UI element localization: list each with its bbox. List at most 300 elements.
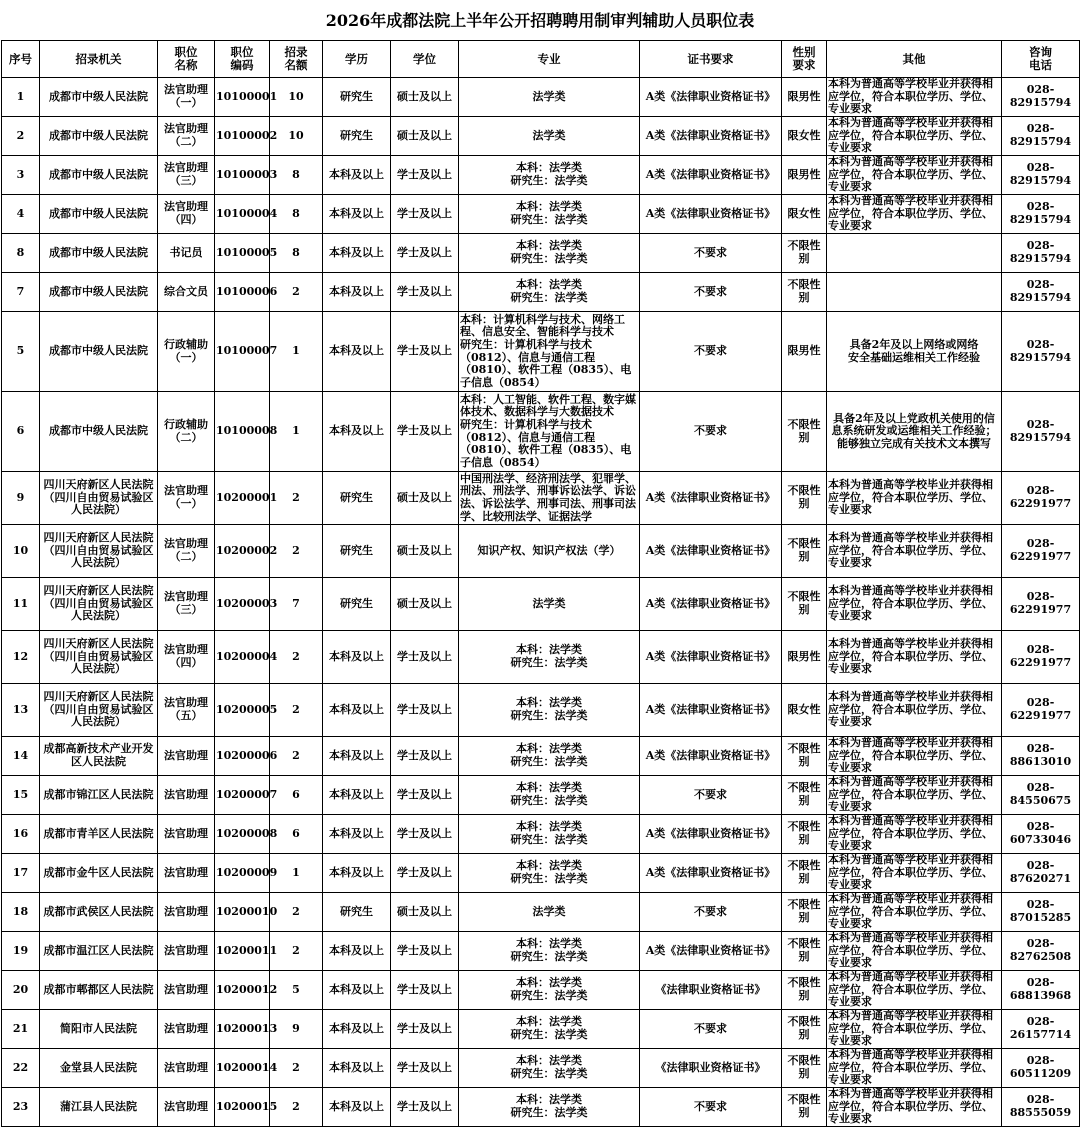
cell-phone: 028-82915794 xyxy=(1002,117,1080,156)
cell-count: 1 xyxy=(270,854,323,893)
cell-education: 本科及以上 xyxy=(323,312,391,392)
cell-phone: 028-82915794 xyxy=(1002,392,1080,472)
cell-code: 10100007 xyxy=(215,312,270,392)
cell-major: 本科：法学类 研究生：法学类 xyxy=(459,932,640,971)
cell-certificate: A类《法律职业资格证书》 xyxy=(640,737,782,776)
cell-other: 本科为普通高等学校毕业并获得相应学位，符合本职位学历、学位、专业要求 xyxy=(827,737,1002,776)
cell-count: 7 xyxy=(270,578,323,631)
header-other: 其他 xyxy=(827,41,1002,78)
cell-no: 15 xyxy=(2,776,40,815)
cell-count: 1 xyxy=(270,392,323,472)
cell-gender: 不限性别 xyxy=(782,392,827,472)
header-no: 序号 xyxy=(2,41,40,78)
cell-gender: 不限性别 xyxy=(782,525,827,578)
cell-other: 本科为普通高等学校毕业并获得相应学位，符合本职位学历、学位、专业要求 xyxy=(827,156,1002,195)
cell-position: 行政辅助 （一） xyxy=(158,312,215,392)
cell-position: 法官助理 xyxy=(158,1010,215,1049)
table-row xyxy=(2,1049,1080,1088)
table-row xyxy=(2,578,1080,631)
cell-code: 10200004 xyxy=(215,631,270,684)
cell-code: 10200007 xyxy=(215,776,270,815)
cell-count: 9 xyxy=(270,1010,323,1049)
cell-degree: 学士及以上 xyxy=(391,932,459,971)
cell-education: 本科及以上 xyxy=(323,273,391,312)
cell-count: 2 xyxy=(270,1088,323,1127)
cell-org: 四川天府新区人民法院 （四川自由贸易试验区 人民法院） xyxy=(40,472,158,525)
cell-position: 法官助理 xyxy=(158,971,215,1010)
cell-code: 10200011 xyxy=(215,932,270,971)
cell-no: 20 xyxy=(2,971,40,1010)
cell-education: 本科及以上 xyxy=(323,854,391,893)
cell-position: 法官助理 xyxy=(158,1049,215,1088)
cell-no: 1 xyxy=(2,78,40,117)
cell-phone: 028-82915794 xyxy=(1002,195,1080,234)
cell-count: 8 xyxy=(270,156,323,195)
cell-certificate: 不要求 xyxy=(640,234,782,273)
cell-gender: 限男性 xyxy=(782,312,827,392)
cell-phone: 028-62291977 xyxy=(1002,684,1080,737)
header-major: 专业 xyxy=(459,41,640,78)
cell-position: 法官助理 （二） xyxy=(158,525,215,578)
cell-phone: 028-82762508 xyxy=(1002,932,1080,971)
cell-org: 成都市中级人民法院 xyxy=(40,312,158,392)
cell-code: 10100004 xyxy=(215,195,270,234)
cell-degree: 硕士及以上 xyxy=(391,578,459,631)
cell-phone: 028-82915794 xyxy=(1002,273,1080,312)
cell-education: 本科及以上 xyxy=(323,776,391,815)
cell-phone: 028-62291977 xyxy=(1002,525,1080,578)
cell-code: 10100002 xyxy=(215,117,270,156)
cell-other: 本科为普通高等学校毕业并获得相应学位，符合本职位学历、学位、专业要求 xyxy=(827,1010,1002,1049)
cell-count: 2 xyxy=(270,472,323,525)
header-gender: 性别 要求 xyxy=(782,41,827,78)
cell-position: 法官助理 xyxy=(158,932,215,971)
table-row xyxy=(2,273,1080,312)
cell-major: 本科：法学类 研究生：法学类 xyxy=(459,1049,640,1088)
cell-position: 行政辅助 （二） xyxy=(158,392,215,472)
cell-position: 法官助理 xyxy=(158,737,215,776)
cell-other: 本科为普通高等学校毕业并获得相应学位，符合本职位学历、学位、专业要求 xyxy=(827,1049,1002,1088)
cell-education: 研究生 xyxy=(323,472,391,525)
cell-major: 本科：法学类 研究生：法学类 xyxy=(459,1010,640,1049)
table-row xyxy=(2,684,1080,737)
cell-org: 四川天府新区人民法院 （四川自由贸易试验区 人民法院） xyxy=(40,525,158,578)
cell-position: 法官助理 xyxy=(158,854,215,893)
cell-certificate: A类《法律职业资格证书》 xyxy=(640,117,782,156)
cell-count: 1 xyxy=(270,312,323,392)
cell-other: 具备2年及以上党政机关使用的信息系统研发或运维相关工作经验；能够独立完成有关技术文本撰写 xyxy=(827,392,1002,472)
cell-certificate: A类《法律职业资格证书》 xyxy=(640,932,782,971)
cell-org: 成都市中级人民法院 xyxy=(40,273,158,312)
cell-position: 法官助理 xyxy=(158,1088,215,1127)
cell-education: 本科及以上 xyxy=(323,234,391,273)
cell-code: 10100008 xyxy=(215,392,270,472)
cell-no: 17 xyxy=(2,854,40,893)
cell-degree: 学士及以上 xyxy=(391,971,459,1010)
table-row xyxy=(2,1088,1080,1127)
cell-code: 10200015 xyxy=(215,1088,270,1127)
cell-code: 10200005 xyxy=(215,684,270,737)
cell-other: 本科为普通高等学校毕业并获得相应学位，符合本职位学历、学位、专业要求 xyxy=(827,971,1002,1010)
cell-org: 成都市中级人民法院 xyxy=(40,392,158,472)
cell-certificate: 不要求 xyxy=(640,893,782,932)
cell-org: 成都市金牛区人民法院 xyxy=(40,854,158,893)
cell-position: 法官助理 xyxy=(158,776,215,815)
cell-count: 6 xyxy=(270,815,323,854)
cell-no: 4 xyxy=(2,195,40,234)
cell-count: 2 xyxy=(270,525,323,578)
cell-gender: 不限性别 xyxy=(782,234,827,273)
table-row xyxy=(2,1010,1080,1049)
cell-org: 简阳市人民法院 xyxy=(40,1010,158,1049)
table-row xyxy=(2,893,1080,932)
cell-phone: 028-60511209 xyxy=(1002,1049,1080,1088)
cell-phone: 028-62291977 xyxy=(1002,631,1080,684)
cell-phone: 028-26157714 xyxy=(1002,1010,1080,1049)
cell-education: 研究生 xyxy=(323,893,391,932)
cell-other: 本科为普通高等学校毕业并获得相应学位，符合本职位学历、学位、专业要求 xyxy=(827,472,1002,525)
cell-other: 本科为普通高等学校毕业并获得相应学位，符合本职位学历、学位、专业要求 xyxy=(827,854,1002,893)
cell-org: 成都市中级人民法院 xyxy=(40,195,158,234)
cell-certificate: A类《法律职业资格证书》 xyxy=(640,578,782,631)
cell-no: 12 xyxy=(2,631,40,684)
cell-major: 法学类 xyxy=(459,78,640,117)
cell-education: 本科及以上 xyxy=(323,1049,391,1088)
cell-phone: 028-88613010 xyxy=(1002,737,1080,776)
cell-other: 本科为普通高等学校毕业并获得相应学位，符合本职位学历、学位、专业要求 xyxy=(827,776,1002,815)
cell-major: 本科：法学类 研究生：法学类 xyxy=(459,737,640,776)
table-row xyxy=(2,312,1080,392)
table-row xyxy=(2,631,1080,684)
cell-degree: 学士及以上 xyxy=(391,684,459,737)
cell-certificate: A类《法律职业资格证书》 xyxy=(640,156,782,195)
cell-major: 本科：法学类 研究生：法学类 xyxy=(459,684,640,737)
cell-education: 本科及以上 xyxy=(323,156,391,195)
cell-count: 8 xyxy=(270,234,323,273)
cell-certificate: A类《法律职业资格证书》 xyxy=(640,78,782,117)
cell-degree: 学士及以上 xyxy=(391,156,459,195)
header-position: 职位 名称 xyxy=(158,41,215,78)
cell-count: 2 xyxy=(270,737,323,776)
cell-certificate: 不要求 xyxy=(640,1088,782,1127)
cell-no: 3 xyxy=(2,156,40,195)
table-header-row xyxy=(2,41,1080,78)
cell-gender: 限男性 xyxy=(782,156,827,195)
cell-other: 本科为普通高等学校毕业并获得相应学位，符合本职位学历、学位、专业要求 xyxy=(827,525,1002,578)
cell-count: 5 xyxy=(270,971,323,1010)
cell-degree: 学士及以上 xyxy=(391,234,459,273)
cell-org: 成都市郫都区人民法院 xyxy=(40,971,158,1010)
cell-phone: 028-62291977 xyxy=(1002,578,1080,631)
cell-degree: 学士及以上 xyxy=(391,815,459,854)
cell-other: 本科为普通高等学校毕业并获得相应学位，符合本职位学历、学位、专业要求 xyxy=(827,78,1002,117)
cell-degree: 学士及以上 xyxy=(391,776,459,815)
cell-other xyxy=(827,234,1002,273)
cell-degree: 学士及以上 xyxy=(391,195,459,234)
cell-certificate: 不要求 xyxy=(640,1010,782,1049)
cell-org: 成都高新技术产业开发 区人民法院 xyxy=(40,737,158,776)
cell-major: 法学类 xyxy=(459,117,640,156)
cell-phone: 028-82915794 xyxy=(1002,78,1080,117)
cell-gender: 限女性 xyxy=(782,684,827,737)
cell-position: 法官助理 （二） xyxy=(158,117,215,156)
cell-org: 成都市锦江区人民法院 xyxy=(40,776,158,815)
table-body xyxy=(2,78,1080,1127)
cell-no: 16 xyxy=(2,815,40,854)
cell-major: 中国刑法学、经济刑法学、犯罪学、刑法、刑法学、刑事诉讼法学、诉讼法、诉讼法学、刑事司法、刑事司法学、比较刑法学、证据法学 xyxy=(459,472,640,525)
cell-position: 综合文员 xyxy=(158,273,215,312)
cell-education: 本科及以上 xyxy=(323,737,391,776)
cell-major: 本科：法学类 研究生：法学类 xyxy=(459,1088,640,1127)
table-row xyxy=(2,392,1080,472)
cell-major: 法学类 xyxy=(459,578,640,631)
cell-gender: 不限性别 xyxy=(782,1088,827,1127)
cell-other: 本科为普通高等学校毕业并获得相应学位，符合本职位学历、学位、专业要求 xyxy=(827,578,1002,631)
cell-gender: 不限性别 xyxy=(782,893,827,932)
cell-code: 10100006 xyxy=(215,273,270,312)
cell-no: 23 xyxy=(2,1088,40,1127)
cell-degree: 学士及以上 xyxy=(391,631,459,684)
cell-degree: 硕士及以上 xyxy=(391,525,459,578)
cell-certificate: 不要求 xyxy=(640,392,782,472)
cell-org: 四川天府新区人民法院 （四川自由贸易试验区 人民法院） xyxy=(40,631,158,684)
table-row xyxy=(2,156,1080,195)
cell-no: 10 xyxy=(2,525,40,578)
cell-major: 本科：法学类 研究生：法学类 xyxy=(459,815,640,854)
cell-code: 10200001 xyxy=(215,472,270,525)
cell-no: 14 xyxy=(2,737,40,776)
cell-position: 法官助理 （三） xyxy=(158,578,215,631)
cell-degree: 学士及以上 xyxy=(391,1010,459,1049)
cell-gender: 不限性别 xyxy=(782,737,827,776)
cell-position: 法官助理 （三） xyxy=(158,156,215,195)
header-org: 招录机关 xyxy=(40,41,158,78)
cell-degree: 学士及以上 xyxy=(391,392,459,472)
cell-gender: 不限性别 xyxy=(782,971,827,1010)
cell-certificate: A类《法律职业资格证书》 xyxy=(640,472,782,525)
cell-count: 8 xyxy=(270,195,323,234)
cell-org: 蒲江县人民法院 xyxy=(40,1088,158,1127)
cell-phone: 028-82915794 xyxy=(1002,234,1080,273)
cell-org: 四川天府新区人民法院 （四川自由贸易试验区 人民法院） xyxy=(40,578,158,631)
positions-table xyxy=(1,40,1080,1127)
cell-gender: 不限性别 xyxy=(782,1010,827,1049)
cell-code: 10200013 xyxy=(215,1010,270,1049)
table-row xyxy=(2,776,1080,815)
cell-education: 研究生 xyxy=(323,578,391,631)
cell-certificate: A类《法律职业资格证书》 xyxy=(640,854,782,893)
cell-education: 本科及以上 xyxy=(323,932,391,971)
cell-phone: 028-82915794 xyxy=(1002,156,1080,195)
cell-count: 10 xyxy=(270,78,323,117)
cell-count: 2 xyxy=(270,932,323,971)
cell-major: 本科：法学类 研究生：法学类 xyxy=(459,156,640,195)
table-row xyxy=(2,932,1080,971)
cell-gender: 限女性 xyxy=(782,117,827,156)
cell-position: 法官助理 xyxy=(158,893,215,932)
cell-education: 本科及以上 xyxy=(323,815,391,854)
cell-org: 成都市中级人民法院 xyxy=(40,78,158,117)
table-row xyxy=(2,971,1080,1010)
cell-position: 法官助理 （五） xyxy=(158,684,215,737)
cell-no: 22 xyxy=(2,1049,40,1088)
cell-no: 8 xyxy=(2,234,40,273)
cell-code: 10200008 xyxy=(215,815,270,854)
cell-certificate: A类《法律职业资格证书》 xyxy=(640,815,782,854)
table-row xyxy=(2,234,1080,273)
cell-other: 本科为普通高等学校毕业并获得相应学位，符合本职位学历、学位、专业要求 xyxy=(827,815,1002,854)
cell-no: 11 xyxy=(2,578,40,631)
cell-position: 法官助理 xyxy=(158,815,215,854)
cell-code: 10200003 xyxy=(215,578,270,631)
cell-no: 5 xyxy=(2,312,40,392)
cell-degree: 学士及以上 xyxy=(391,854,459,893)
cell-code: 10100001 xyxy=(215,78,270,117)
cell-major: 本科：计算机科学与技术、网络工程、信息安全、智能科学与技术 研究生：计算机科学与技术（0812）、信息与通信工程（0810）、软件工程（0835）、电子信息（0854） xyxy=(459,312,640,392)
cell-major: 本科：法学类 研究生：法学类 xyxy=(459,631,640,684)
table-row xyxy=(2,854,1080,893)
table-row xyxy=(2,472,1080,525)
cell-education: 本科及以上 xyxy=(323,684,391,737)
cell-code: 10100005 xyxy=(215,234,270,273)
cell-position: 书记员 xyxy=(158,234,215,273)
cell-certificate: 《法律职业资格证书》 xyxy=(640,971,782,1010)
cell-position: 法官助理 （一） xyxy=(158,78,215,117)
cell-phone: 028-84550675 xyxy=(1002,776,1080,815)
cell-certificate: 不要求 xyxy=(640,776,782,815)
cell-no: 7 xyxy=(2,273,40,312)
cell-major: 本科：法学类 研究生：法学类 xyxy=(459,273,640,312)
cell-education: 研究生 xyxy=(323,525,391,578)
cell-education: 本科及以上 xyxy=(323,195,391,234)
cell-education: 研究生 xyxy=(323,78,391,117)
header-education: 学历 xyxy=(323,41,391,78)
cell-position: 法官助理 （四） xyxy=(158,195,215,234)
cell-count: 2 xyxy=(270,684,323,737)
cell-gender: 不限性别 xyxy=(782,472,827,525)
page-title: 2026年成都法院上半年公开招聘聘用制审判辅助人员职位表 xyxy=(325,11,755,30)
cell-count: 2 xyxy=(270,1049,323,1088)
table-row xyxy=(2,117,1080,156)
cell-code: 10200006 xyxy=(215,737,270,776)
cell-position: 法官助理 （四） xyxy=(158,631,215,684)
cell-no: 2 xyxy=(2,117,40,156)
cell-code: 10200014 xyxy=(215,1049,270,1088)
cell-gender: 不限性别 xyxy=(782,815,827,854)
cell-no: 6 xyxy=(2,392,40,472)
cell-count: 2 xyxy=(270,631,323,684)
table-row xyxy=(2,525,1080,578)
cell-certificate: A类《法律职业资格证书》 xyxy=(640,631,782,684)
cell-phone: 028-60733046 xyxy=(1002,815,1080,854)
cell-org: 成都市武侯区人民法院 xyxy=(40,893,158,932)
cell-degree: 硕士及以上 xyxy=(391,78,459,117)
table-row xyxy=(2,737,1080,776)
cell-other: 本科为普通高等学校毕业并获得相应学位，符合本职位学历、学位、专业要求 xyxy=(827,117,1002,156)
cell-certificate: 不要求 xyxy=(640,312,782,392)
table-row xyxy=(2,195,1080,234)
cell-gender: 不限性别 xyxy=(782,1049,827,1088)
cell-code: 10200012 xyxy=(215,971,270,1010)
cell-code: 10200002 xyxy=(215,525,270,578)
cell-gender: 限男性 xyxy=(782,78,827,117)
header-certificate: 证书要求 xyxy=(640,41,782,78)
cell-degree: 学士及以上 xyxy=(391,273,459,312)
cell-degree: 学士及以上 xyxy=(391,737,459,776)
cell-other: 本科为普通高等学校毕业并获得相应学位，符合本职位学历、学位、专业要求 xyxy=(827,893,1002,932)
cell-count: 10 xyxy=(270,117,323,156)
cell-major: 本科：法学类 研究生：法学类 xyxy=(459,854,640,893)
cell-major: 本科：人工智能、软件工程、数字媒体技术、数据科学与大数据技术 研究生：计算机科学与技术（0812）、信息与通信工程（0810）、软件工程（0835）、电子信息（0854） xyxy=(459,392,640,472)
cell-education: 本科及以上 xyxy=(323,1010,391,1049)
cell-phone: 028-87620271 xyxy=(1002,854,1080,893)
cell-degree: 学士及以上 xyxy=(391,1049,459,1088)
cell-major: 本科：法学类 研究生：法学类 xyxy=(459,971,640,1010)
cell-degree: 硕士及以上 xyxy=(391,472,459,525)
cell-org: 成都市温江区人民法院 xyxy=(40,932,158,971)
cell-gender: 限男性 xyxy=(782,631,827,684)
cell-position: 法官助理 （一） xyxy=(158,472,215,525)
cell-other xyxy=(827,273,1002,312)
cell-no: 13 xyxy=(2,684,40,737)
cell-major: 本科：法学类 研究生：法学类 xyxy=(459,195,640,234)
cell-degree: 学士及以上 xyxy=(391,312,459,392)
cell-org: 成都市中级人民法院 xyxy=(40,156,158,195)
cell-org: 成都市青羊区人民法院 xyxy=(40,815,158,854)
cell-other: 本科为普通高等学校毕业并获得相应学位，符合本职位学历、学位、专业要求 xyxy=(827,684,1002,737)
cell-education: 本科及以上 xyxy=(323,631,391,684)
cell-major: 本科：法学类 研究生：法学类 xyxy=(459,776,640,815)
cell-other: 本科为普通高等学校毕业并获得相应学位，符合本职位学历、学位、专业要求 xyxy=(827,1088,1002,1127)
header-code: 职位 编码 xyxy=(215,41,270,78)
cell-phone: 028-88555059 xyxy=(1002,1088,1080,1127)
cell-other: 具备2年及以上网络或网络 安全基础运维相关工作经验 xyxy=(827,312,1002,392)
cell-gender: 不限性别 xyxy=(782,932,827,971)
cell-other: 本科为普通高等学校毕业并获得相应学位，符合本职位学历、学位、专业要求 xyxy=(827,932,1002,971)
cell-count: 2 xyxy=(270,273,323,312)
cell-certificate: A类《法律职业资格证书》 xyxy=(640,195,782,234)
cell-count: 2 xyxy=(270,893,323,932)
cell-org: 成都市中级人民法院 xyxy=(40,117,158,156)
cell-phone: 028-82915794 xyxy=(1002,312,1080,392)
cell-certificate: 《法律职业资格证书》 xyxy=(640,1049,782,1088)
cell-no: 18 xyxy=(2,893,40,932)
cell-org: 四川天府新区人民法院 （四川自由贸易试验区 人民法院） xyxy=(40,684,158,737)
cell-gender: 不限性别 xyxy=(782,578,827,631)
cell-education: 本科及以上 xyxy=(323,392,391,472)
cell-no: 21 xyxy=(2,1010,40,1049)
cell-gender: 不限性别 xyxy=(782,776,827,815)
cell-education: 研究生 xyxy=(323,117,391,156)
cell-no: 19 xyxy=(2,932,40,971)
cell-education: 本科及以上 xyxy=(323,971,391,1010)
cell-major: 法学类 xyxy=(459,893,640,932)
cell-phone: 028-68813968 xyxy=(1002,971,1080,1010)
cell-phone: 028-87015285 xyxy=(1002,893,1080,932)
cell-major: 本科：法学类 研究生：法学类 xyxy=(459,234,640,273)
cell-degree: 学士及以上 xyxy=(391,1088,459,1127)
cell-org: 成都市中级人民法院 xyxy=(40,234,158,273)
cell-count: 6 xyxy=(270,776,323,815)
cell-gender: 不限性别 xyxy=(782,854,827,893)
cell-other: 本科为普通高等学校毕业并获得相应学位，符合本职位学历、学位、专业要求 xyxy=(827,631,1002,684)
cell-degree: 硕士及以上 xyxy=(391,893,459,932)
cell-gender: 限女性 xyxy=(782,195,827,234)
cell-certificate: A类《法律职业资格证书》 xyxy=(640,525,782,578)
table-row xyxy=(2,78,1080,117)
header-count: 招录 名额 xyxy=(270,41,323,78)
table-row xyxy=(2,815,1080,854)
